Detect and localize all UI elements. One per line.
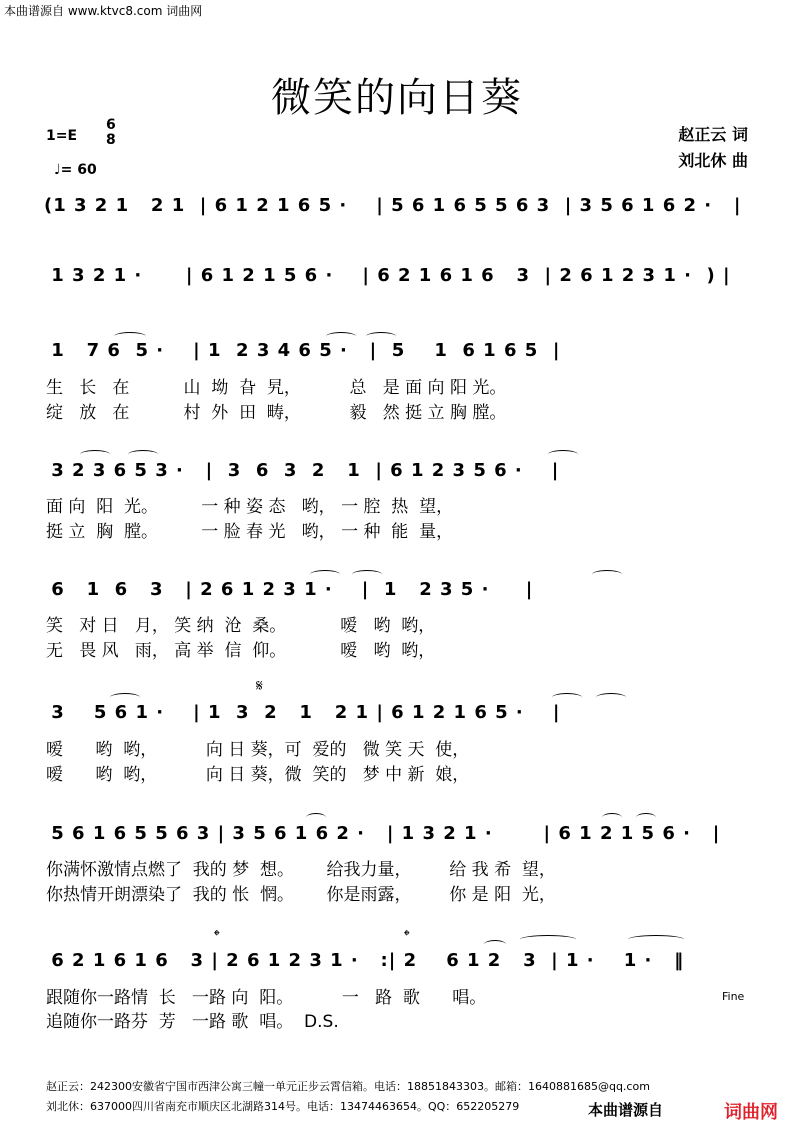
slur [352, 570, 382, 579]
lyric-row-4-verse-2: 挺 立 胸 膛。 一 脸 春 光 哟， 一 种 能 量， [46, 522, 454, 542]
slur [552, 693, 582, 702]
lyric-row-6-verse-1: 嗳 哟 哟， 向 日 葵，可 爱的 微 笑 天 使， [46, 740, 470, 760]
coda-mark-1: 𝄌 [214, 926, 220, 945]
key-signature: 1=E [46, 128, 78, 144]
site-header: 本曲谱源自 www.ktvc8.com 词曲网 [4, 4, 203, 18]
slur [628, 935, 684, 944]
notation-row-7: 5 6 1 6 5 5 6 3 | 3 5 6 1 6 2 · | 1 3 2 1 · | 6 1 2 1 5 6 · | [44, 823, 721, 844]
slur [110, 693, 140, 702]
slur [520, 935, 576, 944]
lyric-row-5-verse-2: 无 畏 风 雨， 高 举 信 仰。 嗳 哟 哟， [46, 641, 436, 661]
slur [548, 450, 578, 459]
slur [602, 813, 622, 822]
meter-bottom: 8 [106, 132, 116, 148]
lyric-row-6-verse-2: 嗳 哟 哟， 向 日 葵，微 笑的 梦 中 新 娘， [46, 765, 470, 785]
slur [80, 450, 110, 459]
time-signature [106, 118, 116, 148]
slur [592, 570, 622, 579]
lyric-row-4-verse-1: 面 向 阳 光。 一 种 姿 态 哟， 一 腔 热 望， [46, 497, 454, 517]
notation-row-1: (1 3 2 1 2 1 | 6 1 2 1 6 5 · | 5 6 1 6 5 5 6 3 | 3 5 6 1 6 2 · | [44, 195, 742, 216]
lyric-row-8-verse-2: 追随你一路芬 芳 一路 歌 唱。 D.S. [46, 1012, 339, 1032]
notation-row-6: 3 5 6 1 · | 1 3 2 1 2 1 | 6 1 2 1 6 5 · | [44, 702, 561, 723]
slur [306, 813, 326, 822]
notation-row-8: 6 2 1 6 1 6 3 | 2 6 1 2 3 1 · :| 2 6 1 2 3 | 1 · 1 · ‖ [44, 950, 685, 971]
lyric-row-8-verse-1: 跟随你一路情 长 一路 向 阳。 一 路 歌 唱。 [46, 988, 487, 1008]
composer: 刘北休 曲 [678, 151, 748, 170]
slur [128, 450, 158, 459]
slur [114, 332, 146, 341]
fine-mark: Fine [722, 990, 745, 1003]
watermark-logo: 词曲网 [724, 1102, 778, 1123]
lyric-row-3-verse-1: 生 长 在 山 坳 旮 旯， 总 是 面 向 阳 光。 [46, 378, 507, 398]
watermark-source: 本曲谱源自 [588, 1101, 664, 1119]
coda-mark-2: 𝄌 [404, 926, 410, 945]
segno-mark: 𝄋 [256, 676, 263, 695]
composer-contact: 刘北休：637000四川省南充市顺庆区北湖路314号。电话：13474463654。QQ：652205279 [46, 1100, 520, 1113]
slur [326, 332, 356, 341]
slur [484, 940, 506, 949]
lyric-row-7-verse-1: 你满怀激情点燃了 我的 梦 想。 给我力量， 给 我 希 望， [46, 860, 556, 880]
notation-row-4: 3 2 3 6 5 3 · | 3 6 3 2 1 | 6 1 2 3 5 6 · | [44, 460, 560, 481]
lyricist-contact: 赵正云：242300安徽省宁国市西津公寓三幢一单元正步云霄信箱。电话：18851843303。邮箱：1640881685@qq.com [46, 1080, 650, 1093]
song-title: 微笑的向日葵 [271, 75, 523, 121]
lyricist: 赵正云 词 [678, 125, 748, 144]
lyric-row-3-verse-2: 绽 放 在 村 外 田 畴， 毅 然 挺 立 胸 膛。 [46, 403, 507, 423]
tempo-marking: ♩= 60 [54, 162, 97, 178]
slur [310, 570, 340, 579]
notation-row-3: 1 7 6 5 · | 1 2 3 4 6 5 · | 5 1 6 1 6 5 | [44, 340, 561, 361]
notation-row-2: 1 3 2 1 · | 6 1 2 1 5 6 · | 6 2 1 6 1 6 3 | 2 6 1 2 3 1 · ) | [44, 265, 731, 286]
lyric-row-5-verse-1: 笑 对 日 月， 笑 纳 沧 桑。 嗳 哟 哟， [46, 616, 436, 636]
meter-top: 6 [106, 117, 116, 133]
slur [636, 813, 656, 822]
slur [596, 693, 626, 702]
slur [366, 332, 396, 341]
notation-row-5: 6 1 6 3 | 2 6 1 2 3 1 · | 1 2 3 5 · | [44, 579, 534, 600]
lyric-row-7-verse-2: 你热情开朗漂染了 我的 怅 惘。 你是雨露， 你 是 阳 光， [46, 885, 556, 905]
